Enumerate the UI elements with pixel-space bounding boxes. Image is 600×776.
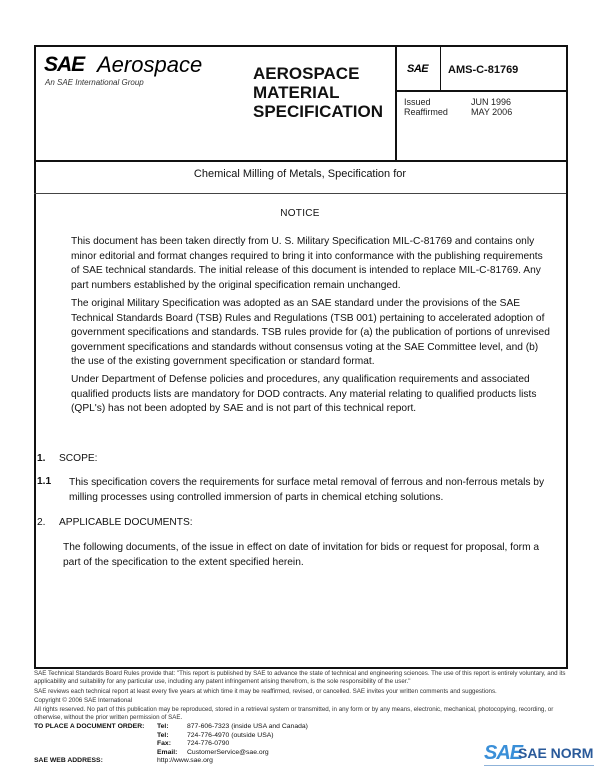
tsb-rules-notice: SAE Technical Standards Board Rules provide that: "This report is published by SAE to advance the state of technical and engineering sciences. The use of this report is entirely voluntary, and its applicability and suitability for any particular use, including any patent infringement arising therefrom, is the sole responsibility of the user." bbox=[34, 670, 566, 685]
contact-value: 724-776-0790 bbox=[187, 740, 230, 748]
contact-row: Email: CustomerService@sae.org bbox=[157, 748, 269, 756]
contact-list bbox=[157, 723, 308, 757]
section-title: SCOPE: bbox=[59, 453, 98, 464]
spec-code: AMS-C-81769 bbox=[448, 64, 519, 76]
order-label: TO PLACE A DOCUMENT ORDER: bbox=[34, 723, 145, 730]
watermark-rule bbox=[484, 765, 594, 766]
reaffirmed-label: Reaffirmed bbox=[404, 107, 448, 117]
document-type bbox=[253, 64, 383, 121]
notice-heading: NOTICE bbox=[280, 208, 320, 219]
rights-notice: All rights reserved. No part of this publication may be reproduced, stored in a retrieval system or transmitted, in any form or by any means, electronic, mechanical, photocopying, recording, or otherwise, without the prior written permission of SAE. bbox=[34, 706, 554, 721]
header-bottom-rule bbox=[34, 160, 566, 162]
review-notice: SAE reviews each technical report at least every five years at which time it may be reaffirmed, revised, or cancelled. SAE invites your written comments and suggestions. bbox=[34, 688, 497, 695]
issued-label: Issued bbox=[404, 97, 431, 107]
web-address-link[interactable]: http://www.sae.org bbox=[157, 757, 213, 764]
document-title: Chemical Milling of Metals, Specification for bbox=[193, 168, 407, 180]
sae-norm-watermark bbox=[484, 742, 594, 765]
section-number: 1. bbox=[37, 453, 46, 464]
section-1-1-text: This specification covers the requirements for surface metal removal of ferrous and non-ferrous metals by milling processes using controlled immersion of parts in chemical etching solutions. bbox=[69, 477, 545, 503]
section-2-text: The following documents, of the issue in effect on date of invitation for bids or request for proposal, form a part of the specification to the extent specified herein. bbox=[63, 542, 540, 568]
notice-paragraph: Under Department of Defense policies and procedures, any qualification requirements and associated qualified products lists are mandatory for DOD contracts. Any material relating to qualified products lists (QPL's) has not been adopted by SAE and is not part of this technical report. bbox=[71, 374, 537, 415]
contact-value: 877-606-7323 (inside USA and Canada) bbox=[187, 723, 308, 730]
title-row-rule bbox=[34, 193, 566, 194]
aerospace-wordmark: Aerospace bbox=[97, 52, 203, 77]
copyright: Copyright © 2006 SAE International bbox=[34, 697, 133, 704]
reaffirmed-value: MAY 2006 bbox=[471, 107, 513, 117]
contact-row: Fax: 724-776-0790 bbox=[157, 740, 230, 748]
notice-paragraph: The original Military Specification was adopted as an SAE standard under the provisions of the SAE Technical Standards Board (TSB) Rules and Regulations (TSB 001) pertaining to accelerated adoption of government specifications and standards. TSB rules provide for (a) the publication of portions of unrevised government specifications and standards without consensus voting at the SAE Committee level, and (b) the use of the existing government specification or standard format. bbox=[71, 298, 550, 368]
doc-type-line: MATERIAL bbox=[253, 83, 340, 102]
doc-type-line: SPECIFICATION bbox=[253, 102, 384, 121]
sae-logo-mark: SAE bbox=[44, 53, 85, 76]
section-1-1-number bbox=[37, 476, 51, 487]
sae-small-logo: SAE bbox=[407, 63, 429, 75]
header-divider bbox=[395, 45, 397, 161]
contact-row: Tel: 877-606-7323 (inside USA and Canada) bbox=[157, 723, 308, 730]
watermark-text: SAE NORM bbox=[518, 745, 594, 761]
issued-value: JUN 1996 bbox=[471, 97, 512, 107]
contact-value: 724-776-4970 (outside USA) bbox=[187, 731, 274, 739]
email-link[interactable]: CustomerService@sae.org bbox=[187, 748, 269, 756]
section-number: 2. bbox=[37, 517, 46, 528]
section-2-heading bbox=[37, 517, 193, 528]
section-title: APPLICABLE DOCUMENTS: bbox=[59, 517, 193, 528]
doc-type-line: AEROSPACE bbox=[253, 64, 360, 83]
section-1-heading bbox=[37, 453, 98, 464]
watermark-logo-icon: SAE bbox=[484, 742, 523, 764]
notice-paragraph: This document has been taken directly from U. S. Military Specification MIL-C-81769 and contains only minor editorial and format changes required to bring it into conformance with the publishing requirements of SAE technical standards. The initial release of this document is intended to replace MIL-C-81769. Any part numbers established by the original specification remain unchanged. bbox=[71, 236, 543, 291]
logo-tagline: An SAE International Group bbox=[45, 78, 144, 87]
contact-row: Tel: 724-776-4970 (outside USA) bbox=[157, 731, 274, 739]
logo-cell-divider bbox=[440, 45, 441, 91]
web-label: SAE WEB ADDRESS: bbox=[34, 757, 103, 764]
section-number: 1.1 bbox=[37, 476, 52, 487]
code-row-rule bbox=[396, 90, 566, 92]
